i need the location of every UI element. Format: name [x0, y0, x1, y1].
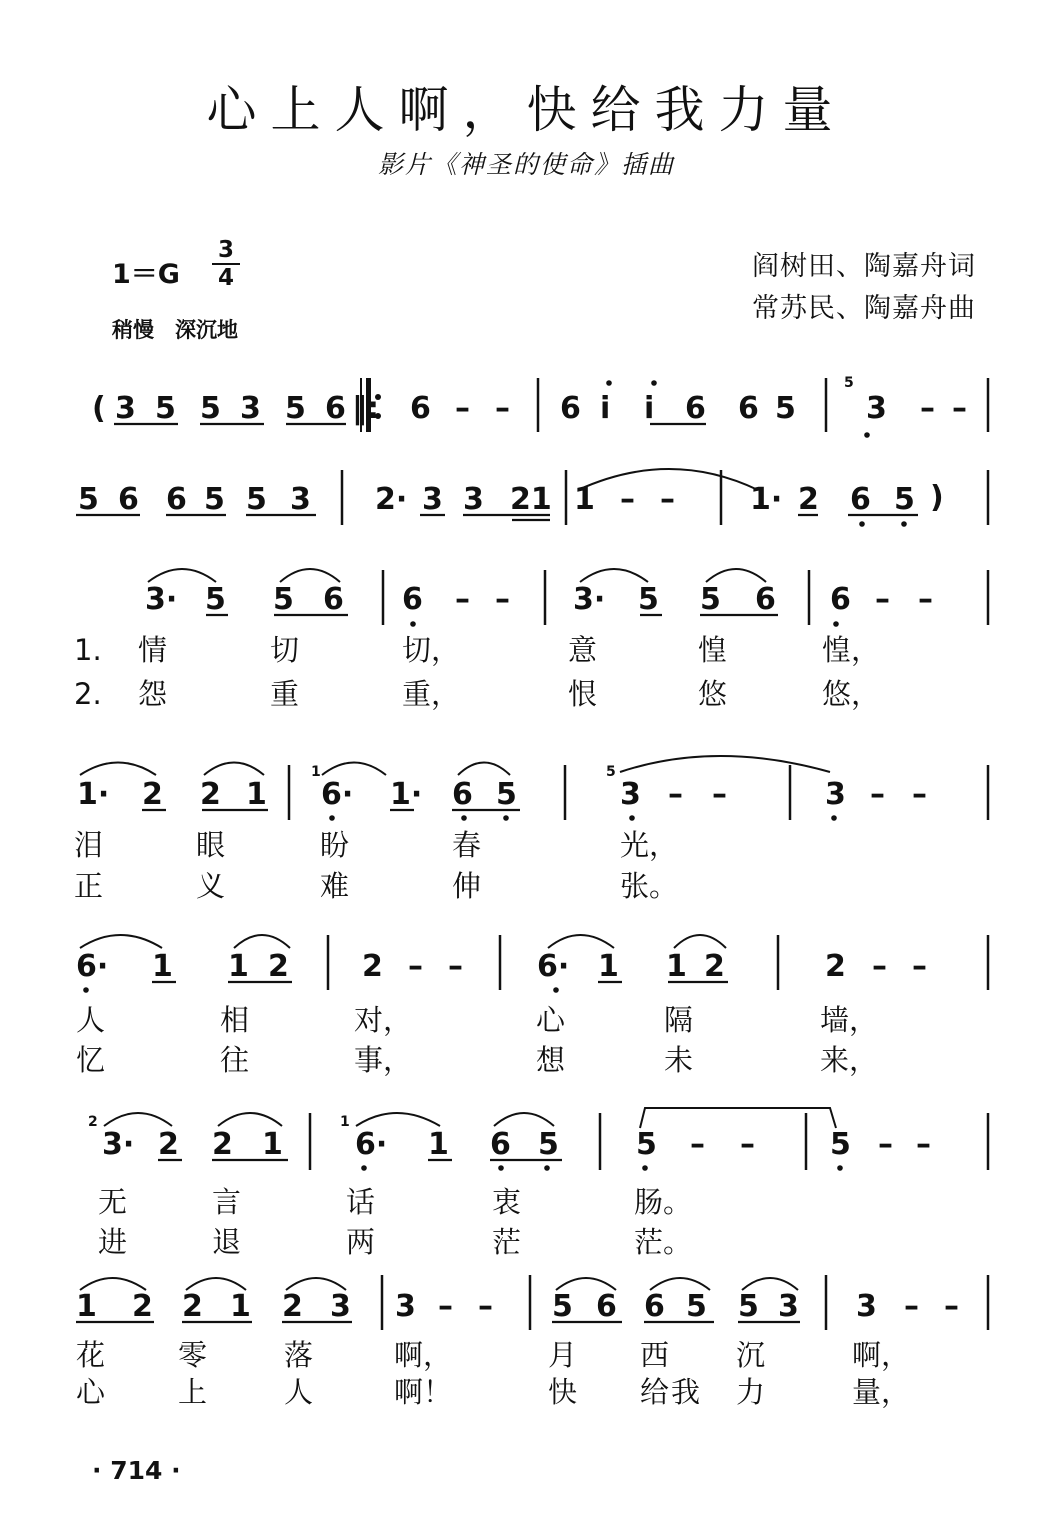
- note: 2: [132, 1289, 153, 1324]
- lyric-verse-2: 人: [284, 1375, 314, 1409]
- time-signature-denominator: 4: [217, 265, 234, 291]
- sustain-dash: –: [455, 582, 470, 617]
- score-row: [78, 480, 944, 517]
- lyric-verse-1: 眼: [196, 828, 226, 862]
- grace-note: 1: [311, 764, 321, 780]
- composer-credit: 常苏民、陶嘉舟曲: [752, 293, 976, 324]
- note: 6: [402, 582, 423, 617]
- lyric-verse-1: 切，: [402, 633, 461, 667]
- lyric-verse-2: 重: [270, 677, 300, 711]
- sustain-dash: –: [660, 482, 675, 517]
- note: 3: [463, 482, 484, 517]
- note: 5: [285, 391, 306, 426]
- note: 5: [205, 582, 226, 617]
- note: 6: [166, 482, 187, 517]
- note: 1: [76, 1289, 97, 1324]
- note: 1·: [77, 777, 110, 812]
- sustain-dash: –: [408, 949, 423, 984]
- note: 1·: [390, 777, 423, 812]
- sustain-dash: –: [912, 949, 927, 984]
- note: 6·: [76, 949, 109, 984]
- lyric-verse-1: 言: [212, 1185, 242, 1219]
- sustain-dash: –: [438, 1289, 453, 1324]
- note: 3: [395, 1289, 416, 1324]
- note: 3·: [102, 1127, 135, 1162]
- note: 2: [200, 777, 221, 812]
- lyric-verse-2: 快: [548, 1375, 578, 1409]
- lyric-verse-1: 相: [220, 1003, 250, 1037]
- note: 6: [323, 582, 344, 617]
- score-row: [74, 764, 927, 903]
- note: 6: [596, 1289, 617, 1324]
- lyric-verse-1: 泪: [74, 828, 104, 862]
- note: 3: [778, 1289, 799, 1324]
- sustain-dash: –: [690, 1127, 705, 1162]
- lyric-verse-2: 伸: [452, 869, 482, 903]
- note: 6: [738, 391, 759, 426]
- lyric-verse-1: 啊，: [852, 1338, 911, 1372]
- lyricist-credit: 阎树田、陶嘉舟词: [752, 251, 976, 282]
- note: 5: [246, 482, 267, 517]
- sustain-dash: –: [878, 1127, 893, 1162]
- note: 5: [894, 482, 915, 517]
- tempo-marking: 稍慢 深沉地: [112, 318, 238, 342]
- note: 6: [452, 777, 473, 812]
- time-signature-numerator: 3: [217, 237, 234, 263]
- note: 2: [212, 1127, 233, 1162]
- lyric-verse-2: 义: [196, 869, 226, 903]
- note: 5: [496, 777, 517, 812]
- sustain-dash: –: [904, 1289, 919, 1324]
- grace-note: 5: [844, 375, 854, 391]
- score-row: [76, 949, 927, 1077]
- lyric-verse-2: 退: [212, 1225, 242, 1259]
- note: 5: [830, 1127, 851, 1162]
- lyric-verse-2: 事，: [354, 1043, 413, 1077]
- note: 3·: [573, 582, 606, 617]
- sustain-dash: –: [875, 582, 890, 617]
- grace-note: 5: [606, 764, 616, 780]
- note: 6: [325, 391, 346, 426]
- sustain-dash: –: [455, 391, 470, 426]
- sustain-dash: –: [918, 582, 933, 617]
- note: i: [644, 391, 655, 426]
- sustain-dash: –: [495, 391, 510, 426]
- lyric-verse-1: 沉: [736, 1338, 766, 1372]
- note: 1: [230, 1289, 251, 1324]
- lyric-verse-2: 来，: [820, 1043, 879, 1077]
- note: 1: [246, 777, 267, 812]
- lyric-verse-1: 1.: [74, 633, 102, 667]
- note: 1: [666, 949, 687, 984]
- sustain-dash: –: [740, 1127, 755, 1162]
- lyric-verse-2: 上: [178, 1375, 208, 1409]
- sustain-dash: –: [952, 391, 967, 426]
- lyric-verse-2: 往: [220, 1043, 250, 1077]
- lyric-verse-2: 正: [74, 869, 104, 903]
- lyric-verse-2: 力: [736, 1375, 766, 1409]
- lyric-verse-1: 墙，: [820, 1003, 879, 1037]
- lyric-verse-1: 心: [536, 1003, 566, 1037]
- note: 3: [620, 777, 641, 812]
- lyric-verse-1: 无: [98, 1185, 128, 1219]
- note: 2: [142, 777, 163, 812]
- note: 5: [552, 1289, 573, 1324]
- note: 6·: [355, 1127, 388, 1162]
- note: 6: [644, 1289, 665, 1324]
- note: 2: [798, 482, 819, 517]
- note: 5: [78, 482, 99, 517]
- sustain-dash: –: [912, 777, 927, 812]
- sustain-dash: –: [712, 777, 727, 812]
- note: 6: [685, 391, 706, 426]
- note: 5: [204, 482, 225, 517]
- note: 1·: [750, 482, 783, 517]
- note: 2: [268, 949, 289, 984]
- note: 2: [704, 949, 725, 984]
- lyric-verse-1: 盼: [320, 828, 350, 862]
- lyric-verse-1: 西: [640, 1338, 670, 1372]
- sustain-dash: –: [920, 391, 935, 426]
- lyric-verse-2: 茫: [492, 1225, 522, 1259]
- grace-note: 2: [88, 1114, 98, 1130]
- note: 6: [118, 482, 139, 517]
- lyric-verse-2: 茫。: [634, 1225, 693, 1259]
- note: 5: [200, 391, 221, 426]
- note: 2·: [375, 482, 408, 517]
- lyric-verse-1: 月: [548, 1338, 578, 1372]
- note: 3: [866, 391, 887, 426]
- note: 6: [850, 482, 871, 517]
- note: 1: [428, 1127, 449, 1162]
- note: 6·: [537, 949, 570, 984]
- lyric-verse-1: 衷: [492, 1185, 522, 1219]
- lyric-verse-2: 啊！: [394, 1375, 453, 1409]
- sustain-dash: –: [620, 482, 635, 517]
- note: 2: [825, 949, 846, 984]
- lyric-verse-1: 隔: [664, 1003, 694, 1037]
- note: 1: [228, 949, 249, 984]
- lyric-verse-1: 啊，: [394, 1338, 453, 1372]
- score-row: [74, 582, 933, 711]
- lyric-verse-1: 对，: [354, 1003, 413, 1037]
- lyric-verse-2: 想: [536, 1043, 566, 1077]
- note: 3: [422, 482, 443, 517]
- lyric-verse-2: 张。: [620, 869, 679, 903]
- repeat-start-label: ‖:: [352, 391, 379, 426]
- lyric-verse-2: 心: [76, 1375, 106, 1409]
- lyric-verse-2: 悠: [698, 677, 728, 711]
- sustain-dash: –: [916, 1127, 931, 1162]
- note: 1: [152, 949, 173, 984]
- note: 3: [240, 391, 261, 426]
- note: 5: [686, 1289, 707, 1324]
- sustain-dash: –: [448, 949, 463, 984]
- note: 1: [262, 1127, 283, 1162]
- lyric-verse-1: 光，: [620, 828, 679, 862]
- lyric-verse-1: 惶: [698, 633, 728, 667]
- paren-open: (: [92, 391, 106, 426]
- lyric-verse-1: 零: [178, 1338, 208, 1372]
- note: 6: [410, 391, 431, 426]
- sustain-dash: –: [478, 1289, 493, 1324]
- sustain-dash: –: [495, 582, 510, 617]
- note: 2: [182, 1289, 203, 1324]
- note: 5: [775, 391, 796, 426]
- lyric-verse-1: 话: [346, 1185, 376, 1219]
- lyric-verse-2: 怨: [138, 677, 168, 711]
- note: 2: [158, 1127, 179, 1162]
- note: 5: [700, 582, 721, 617]
- page-number: · 714 ·: [92, 1456, 181, 1485]
- lyric-verse-2: 给我: [640, 1375, 703, 1409]
- lyric-verse-1: 花: [76, 1338, 106, 1372]
- sustain-dash: –: [870, 777, 885, 812]
- lyric-verse-2: 量，: [852, 1375, 911, 1409]
- sustain-dash: –: [872, 949, 887, 984]
- note: 5: [638, 582, 659, 617]
- song-title: 心上人啊，快给我力量: [206, 81, 847, 139]
- note: 21: [510, 482, 552, 517]
- lyric-verse-2: 2.: [74, 677, 102, 711]
- score-row: [92, 375, 967, 426]
- note: i: [600, 391, 611, 426]
- lyric-verse-1: 情: [138, 633, 168, 667]
- note: 6·: [321, 777, 354, 812]
- note: 6: [490, 1127, 511, 1162]
- lyric-verse-2: 忆: [76, 1043, 106, 1077]
- lyric-verse-1: 春: [452, 828, 482, 862]
- lyric-verse-1: 肠。: [634, 1185, 693, 1219]
- note: 5: [636, 1127, 657, 1162]
- note: 2: [362, 949, 383, 984]
- lyric-verse-2: 恨: [568, 677, 598, 711]
- note: 6: [830, 582, 851, 617]
- lyric-verse-1: 人: [76, 1003, 106, 1037]
- sustain-dash: –: [668, 777, 683, 812]
- note: 3·: [145, 582, 178, 617]
- score-row: [88, 1114, 931, 1259]
- lyric-verse-1: 切: [270, 633, 300, 667]
- key-signature: 1＝G: [112, 259, 180, 290]
- lyric-verse-2: 重，: [402, 677, 461, 711]
- note: 1: [574, 482, 595, 517]
- note: 5: [273, 582, 294, 617]
- lyric-verse-2: 难: [320, 869, 350, 903]
- lyric-verse-2: 悠，: [822, 677, 881, 711]
- note: 5: [738, 1289, 759, 1324]
- lyric-verse-1: 惶，: [822, 633, 881, 667]
- note: 3: [856, 1289, 877, 1324]
- note: 3: [290, 482, 311, 517]
- note: 3: [330, 1289, 351, 1324]
- song-subtitle: 影片《神圣的使命》插曲: [377, 150, 675, 179]
- lyric-verse-1: 意: [568, 633, 598, 667]
- lyric-verse-2: 进: [98, 1225, 128, 1259]
- lyric-verse-1: 落: [284, 1338, 314, 1372]
- lyric-verse-2: 未: [664, 1043, 694, 1077]
- note: 5: [155, 391, 176, 426]
- paren-close: ): [930, 480, 944, 515]
- lyric-verse-2: 两: [346, 1225, 376, 1259]
- grace-note: 1: [340, 1114, 350, 1130]
- note: 3: [115, 391, 136, 426]
- note: 2: [282, 1289, 303, 1324]
- note: 1: [598, 949, 619, 984]
- note: 5: [538, 1127, 559, 1162]
- note: 6: [560, 391, 581, 426]
- sustain-dash: –: [944, 1289, 959, 1324]
- note: 6: [755, 582, 776, 617]
- note: 3: [825, 777, 846, 812]
